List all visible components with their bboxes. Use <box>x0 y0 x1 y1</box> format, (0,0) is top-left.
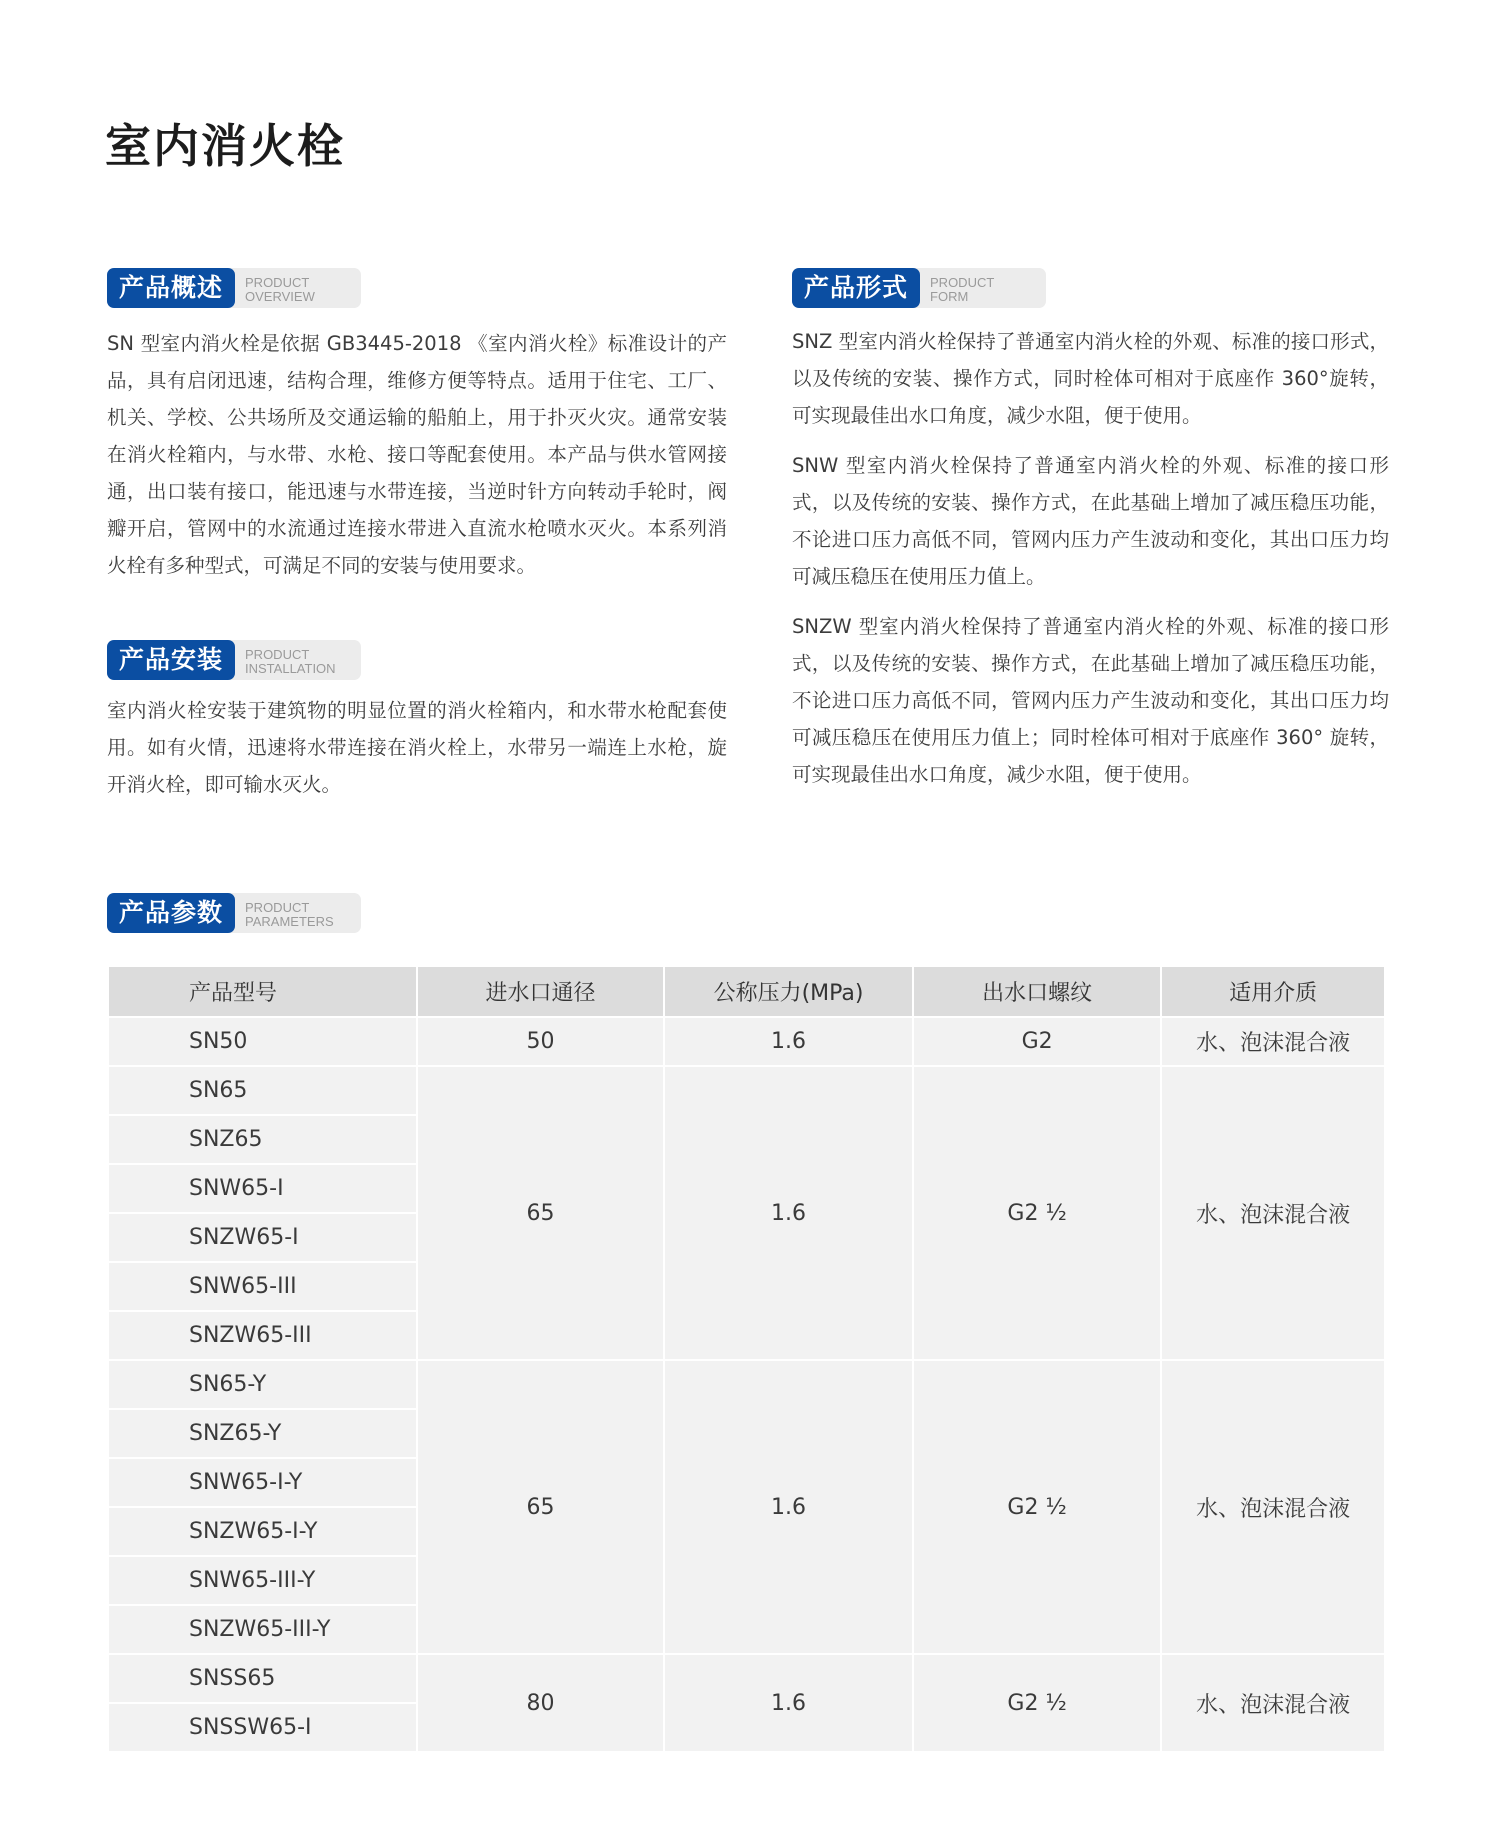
parameters-table <box>107 965 1386 1753</box>
table-header-row <box>108 966 1385 1017</box>
pressure-cell: 1.6 <box>664 1066 913 1360</box>
table-row <box>108 1017 1385 1066</box>
badge-title-cn: 产品概述 <box>107 268 235 308</box>
badge-title-cn: 产品参数 <box>107 893 235 933</box>
badge-title-en: PRODUCT INSTALLATION <box>229 640 361 680</box>
badge-title-en: PRODUCT FORM <box>914 268 1046 308</box>
inlet-cell: 65 <box>417 1066 665 1360</box>
model-cell: SNSS65 <box>108 1654 417 1703</box>
pressure-cell: 1.6 <box>664 1017 913 1066</box>
overview-text: SN 型室内消火栓是依据 GB3445-2018 《室内消火栓》标准设计的产品，具有启闭迅速，结构合理，维修方便等特点。适用于住宅、工厂、机关、学校、公共场所及交通运输的船舶上，用于扑灭火灾。通常安装在消火栓箱内，与水带、水枪、接口等配套使用。本产品与供水管网接通，出口装有接口，能迅速与水带连接，当逆时针方向转动手轮时，阀瓣开启，管网中的水流通过连接水带进入直流水枪喷水灭火。本系列消火栓有多种型式，可满足不同的安装与使用要求。 <box>107 332 727 577</box>
medium-cell: 水、泡沫混合液 <box>1161 1017 1385 1066</box>
pressure-cell: 1.6 <box>664 1654 913 1752</box>
model-cell: SNZ65 <box>108 1115 417 1164</box>
model-cell: SN50 <box>108 1017 417 1066</box>
thread-cell: G2 ½ <box>913 1360 1162 1654</box>
form-text-snzw: SNZW 型室内消火栓保持了普通室内消火栓的外观、标准的接口形式，以及传统的安装、操作方式，在此基础上增加了减压稳压功能，不论进口压力高低不同，管网内压力产生波动和变化，其出口压力均可减压稳压在使用压力值上；同时栓体可相对于底座作 360° 旋转，可实现最佳出水口角度，减少水阻，便于使用。 <box>792 615 1389 786</box>
page-title: 室内消火栓 <box>105 119 345 173</box>
header-model: 产品型号 <box>108 966 417 1017</box>
inlet-cell: 65 <box>417 1360 665 1654</box>
model-cell: SNW65-III <box>108 1262 417 1311</box>
header-pressure: 公称压力(MPa) <box>664 966 913 1017</box>
model-cell: SNZ65-Y <box>108 1409 417 1458</box>
model-cell: SN65 <box>108 1066 417 1115</box>
thread-cell: G2 ½ <box>913 1654 1162 1752</box>
pressure-cell: 1.6 <box>664 1360 913 1654</box>
model-cell: SNW65-I <box>108 1164 417 1213</box>
table-row <box>108 1360 1385 1409</box>
medium-cell: 水、泡沫混合液 <box>1161 1360 1385 1654</box>
model-cell: SNZW65-III <box>108 1311 417 1360</box>
section-badge-parameters <box>107 893 361 933</box>
model-cell: SNW65-I-Y <box>108 1458 417 1507</box>
form-text-snw: SNW 型室内消火栓保持了普通室内消火栓的外观、标准的接口形式，以及传统的安装、操作方式，在此基础上增加了减压稳压功能，不论进口压力高低不同，管网内压力产生波动和变化，其出口压力均可减压稳压在使用压力值上。 <box>792 454 1389 588</box>
inlet-cell: 50 <box>417 1017 665 1066</box>
thread-cell: G2 <box>913 1017 1162 1066</box>
model-cell: SNW65-III-Y <box>108 1556 417 1605</box>
badge-title-cn: 产品形式 <box>792 268 920 308</box>
medium-cell: 水、泡沫混合液 <box>1161 1066 1385 1360</box>
model-cell: SNZW65-III-Y <box>108 1605 417 1654</box>
model-cell: SNZW65-I <box>108 1213 417 1262</box>
inlet-cell: 80 <box>417 1654 665 1752</box>
model-cell: SNZW65-I-Y <box>108 1507 417 1556</box>
section-badge-form <box>792 268 1046 308</box>
badge-title-cn: 产品安装 <box>107 640 235 680</box>
badge-title-en: PRODUCT PARAMETERS <box>229 893 361 933</box>
section-badge-installation <box>107 640 361 680</box>
model-cell: SN65-Y <box>108 1360 417 1409</box>
header-inlet: 进水口通径 <box>417 966 665 1017</box>
medium-cell: 水、泡沫混合液 <box>1161 1654 1385 1752</box>
header-thread: 出水口螺纹 <box>913 966 1162 1017</box>
model-cell: SNSSW65-I <box>108 1703 417 1752</box>
badge-title-en: PRODUCT OVERVIEW <box>229 268 361 308</box>
table-row <box>108 1066 1385 1115</box>
table-row <box>108 1654 1385 1703</box>
form-text-snz: SNZ 型室内消火栓保持了普通室内消火栓的外观、标准的接口形式，以及传统的安装、操作方式，同时栓体可相对于底座作 360°旋转，可实现最佳出水口角度，减少水阻，便于使用。 <box>792 330 1389 427</box>
header-medium: 适用介质 <box>1161 966 1385 1017</box>
installation-text: 室内消火栓安装于建筑物的明显位置的消火栓箱内，和水带水枪配套使用。如有火情，迅速将水带连接在消火栓上，水带另一端连上水枪，旋开消火栓，即可输水灭火。 <box>107 699 727 796</box>
thread-cell: G2 ½ <box>913 1066 1162 1360</box>
section-badge-overview <box>107 268 361 308</box>
